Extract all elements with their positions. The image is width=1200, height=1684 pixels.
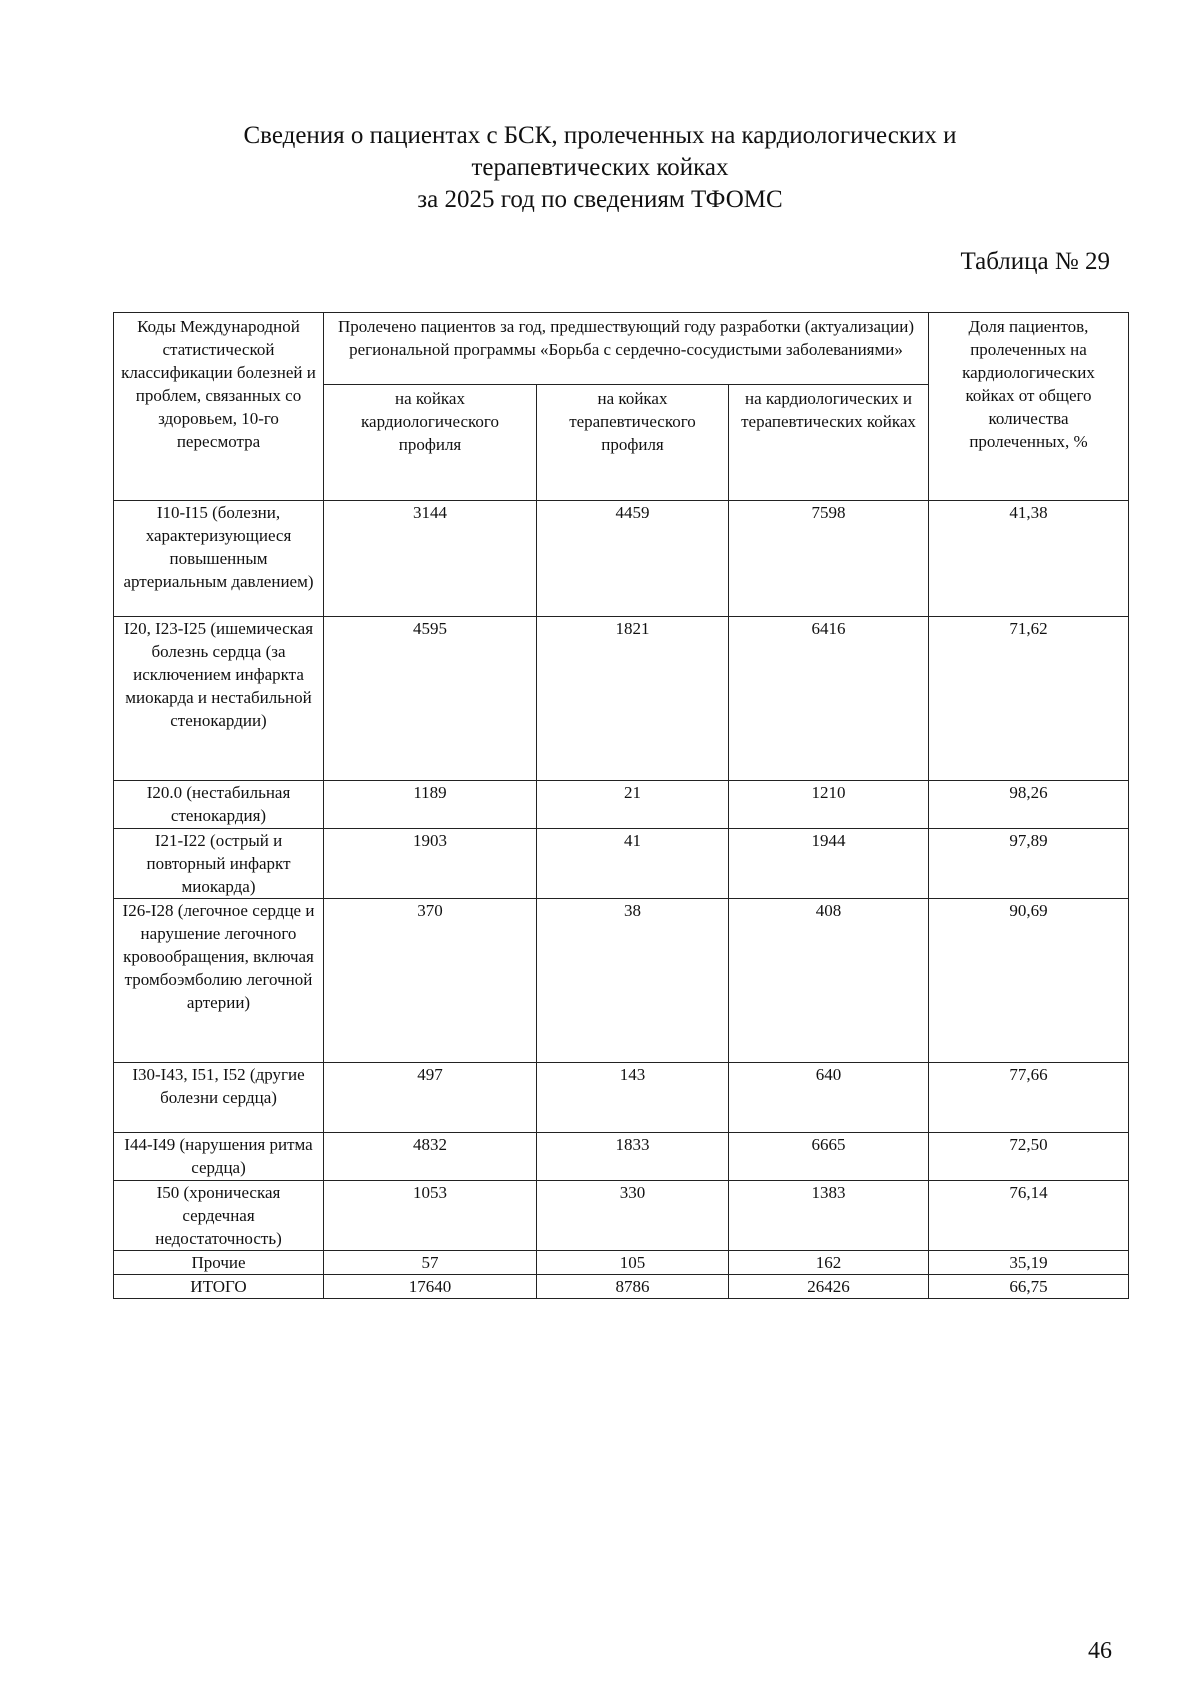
table-body	[114, 501, 1129, 1299]
table-row	[114, 617, 1129, 781]
table-row	[114, 1133, 1129, 1181]
row-cardio-cell: 497	[324, 1063, 537, 1133]
row-therapy-cell: 8786	[537, 1275, 729, 1299]
row-code-cell: ИТОГО	[114, 1275, 324, 1299]
header-cardio: на койках кардиологического профиля	[324, 385, 537, 501]
row-code-cell: I44-I49 (нарушения ритма сердца)	[114, 1133, 324, 1181]
header-share: Доля пациентов, пролеченных на кардиологических койках от общего количества пролеченных, %	[929, 313, 1129, 501]
row-both-cell: 640	[729, 1063, 929, 1133]
document-title	[0, 120, 1200, 216]
row-both-cell: 408	[729, 899, 929, 1063]
row-both-cell: 7598	[729, 501, 929, 617]
row-cardio-cell: 3144	[324, 501, 537, 617]
patients-table	[113, 312, 1129, 1299]
row-share-cell: 41,38	[929, 501, 1129, 617]
row-therapy-cell: 330	[537, 1181, 729, 1251]
row-therapy-cell: 1833	[537, 1133, 729, 1181]
table-row	[114, 1275, 1129, 1299]
title-line-1: Сведения о пациентах с БСК, пролеченных на кардиологических и	[243, 122, 957, 149]
table-row	[114, 1181, 1129, 1251]
row-code-cell: I20, I23-I25 (ишемическая болезнь сердца (за исключением инфаркта миокарда и нестабильной стенокардии)	[114, 617, 324, 781]
row-share-cell: 97,89	[929, 829, 1129, 899]
row-both-cell: 26426	[729, 1275, 929, 1299]
row-share-cell: 77,66	[929, 1063, 1129, 1133]
row-therapy-cell: 105	[537, 1251, 729, 1275]
row-code-cell: I21-I22 (острый и повторный инфаркт миокарда)	[114, 829, 324, 899]
header-therapy: на койках терапевтического профиля	[537, 385, 729, 501]
table-row	[114, 899, 1129, 1063]
row-code-cell: I30-I43, I51, I52 (другие болезни сердца)	[114, 1063, 324, 1133]
row-cardio-cell: 17640	[324, 1275, 537, 1299]
row-both-cell: 1944	[729, 829, 929, 899]
table-row	[114, 829, 1129, 899]
row-cardio-cell: 57	[324, 1251, 537, 1275]
table-row	[114, 1251, 1129, 1275]
header-treated-group: Пролечено пациентов за год, предшествующий году разработки (актуализации) региональной программы «Борьба с сердечно-сосудистыми заболеваниями»	[324, 313, 929, 385]
row-therapy-cell: 143	[537, 1063, 729, 1133]
title-line-2: терапевтических койках	[471, 154, 729, 181]
row-both-cell: 162	[729, 1251, 929, 1275]
row-code-cell: I50 (хроническая сердечная недостаточность)	[114, 1181, 324, 1251]
header-both: на кардиологических и терапевтических койках	[729, 385, 929, 501]
header-codes: Коды Международной статистической классификации болезней и проблем, связанных со здоровьем, 10-го пересмотра	[114, 313, 324, 501]
table-row	[114, 781, 1129, 829]
row-cardio-cell: 1053	[324, 1181, 537, 1251]
row-share-cell: 76,14	[929, 1181, 1129, 1251]
row-cardio-cell: 1903	[324, 829, 537, 899]
row-share-cell: 72,50	[929, 1133, 1129, 1181]
row-both-cell: 6416	[729, 617, 929, 781]
table-label: Таблица № 29	[960, 248, 1110, 275]
row-cardio-cell: 370	[324, 899, 537, 1063]
row-cardio-cell: 4595	[324, 617, 537, 781]
row-code-cell: Прочие	[114, 1251, 324, 1275]
row-cardio-cell: 4832	[324, 1133, 537, 1181]
row-therapy-cell: 4459	[537, 501, 729, 617]
row-share-cell: 71,62	[929, 617, 1129, 781]
row-therapy-cell: 41	[537, 829, 729, 899]
row-code-cell: I10-I15 (болезни, характеризующиеся повышенным артериальным давлением)	[114, 501, 324, 617]
page-number: 46	[1088, 1638, 1112, 1664]
row-share-cell: 35,19	[929, 1251, 1129, 1275]
row-cardio-cell: 1189	[324, 781, 537, 829]
row-therapy-cell: 21	[537, 781, 729, 829]
row-therapy-cell: 38	[537, 899, 729, 1063]
table-row	[114, 501, 1129, 617]
row-code-cell: I20.0 (нестабильная стенокардия)	[114, 781, 324, 829]
row-both-cell: 1383	[729, 1181, 929, 1251]
title-line-3: за 2025 год по сведениям ТФОМС	[417, 186, 783, 213]
row-both-cell: 1210	[729, 781, 929, 829]
row-therapy-cell: 1821	[537, 617, 729, 781]
row-both-cell: 6665	[729, 1133, 929, 1181]
row-share-cell: 98,26	[929, 781, 1129, 829]
row-code-cell: I26-I28 (легочное сердце и нарушение легочного кровообращения, включая тромбоэмболию легочной артерии)	[114, 899, 324, 1063]
row-share-cell: 66,75	[929, 1275, 1129, 1299]
table-row	[114, 1063, 1129, 1133]
row-share-cell: 90,69	[929, 899, 1129, 1063]
